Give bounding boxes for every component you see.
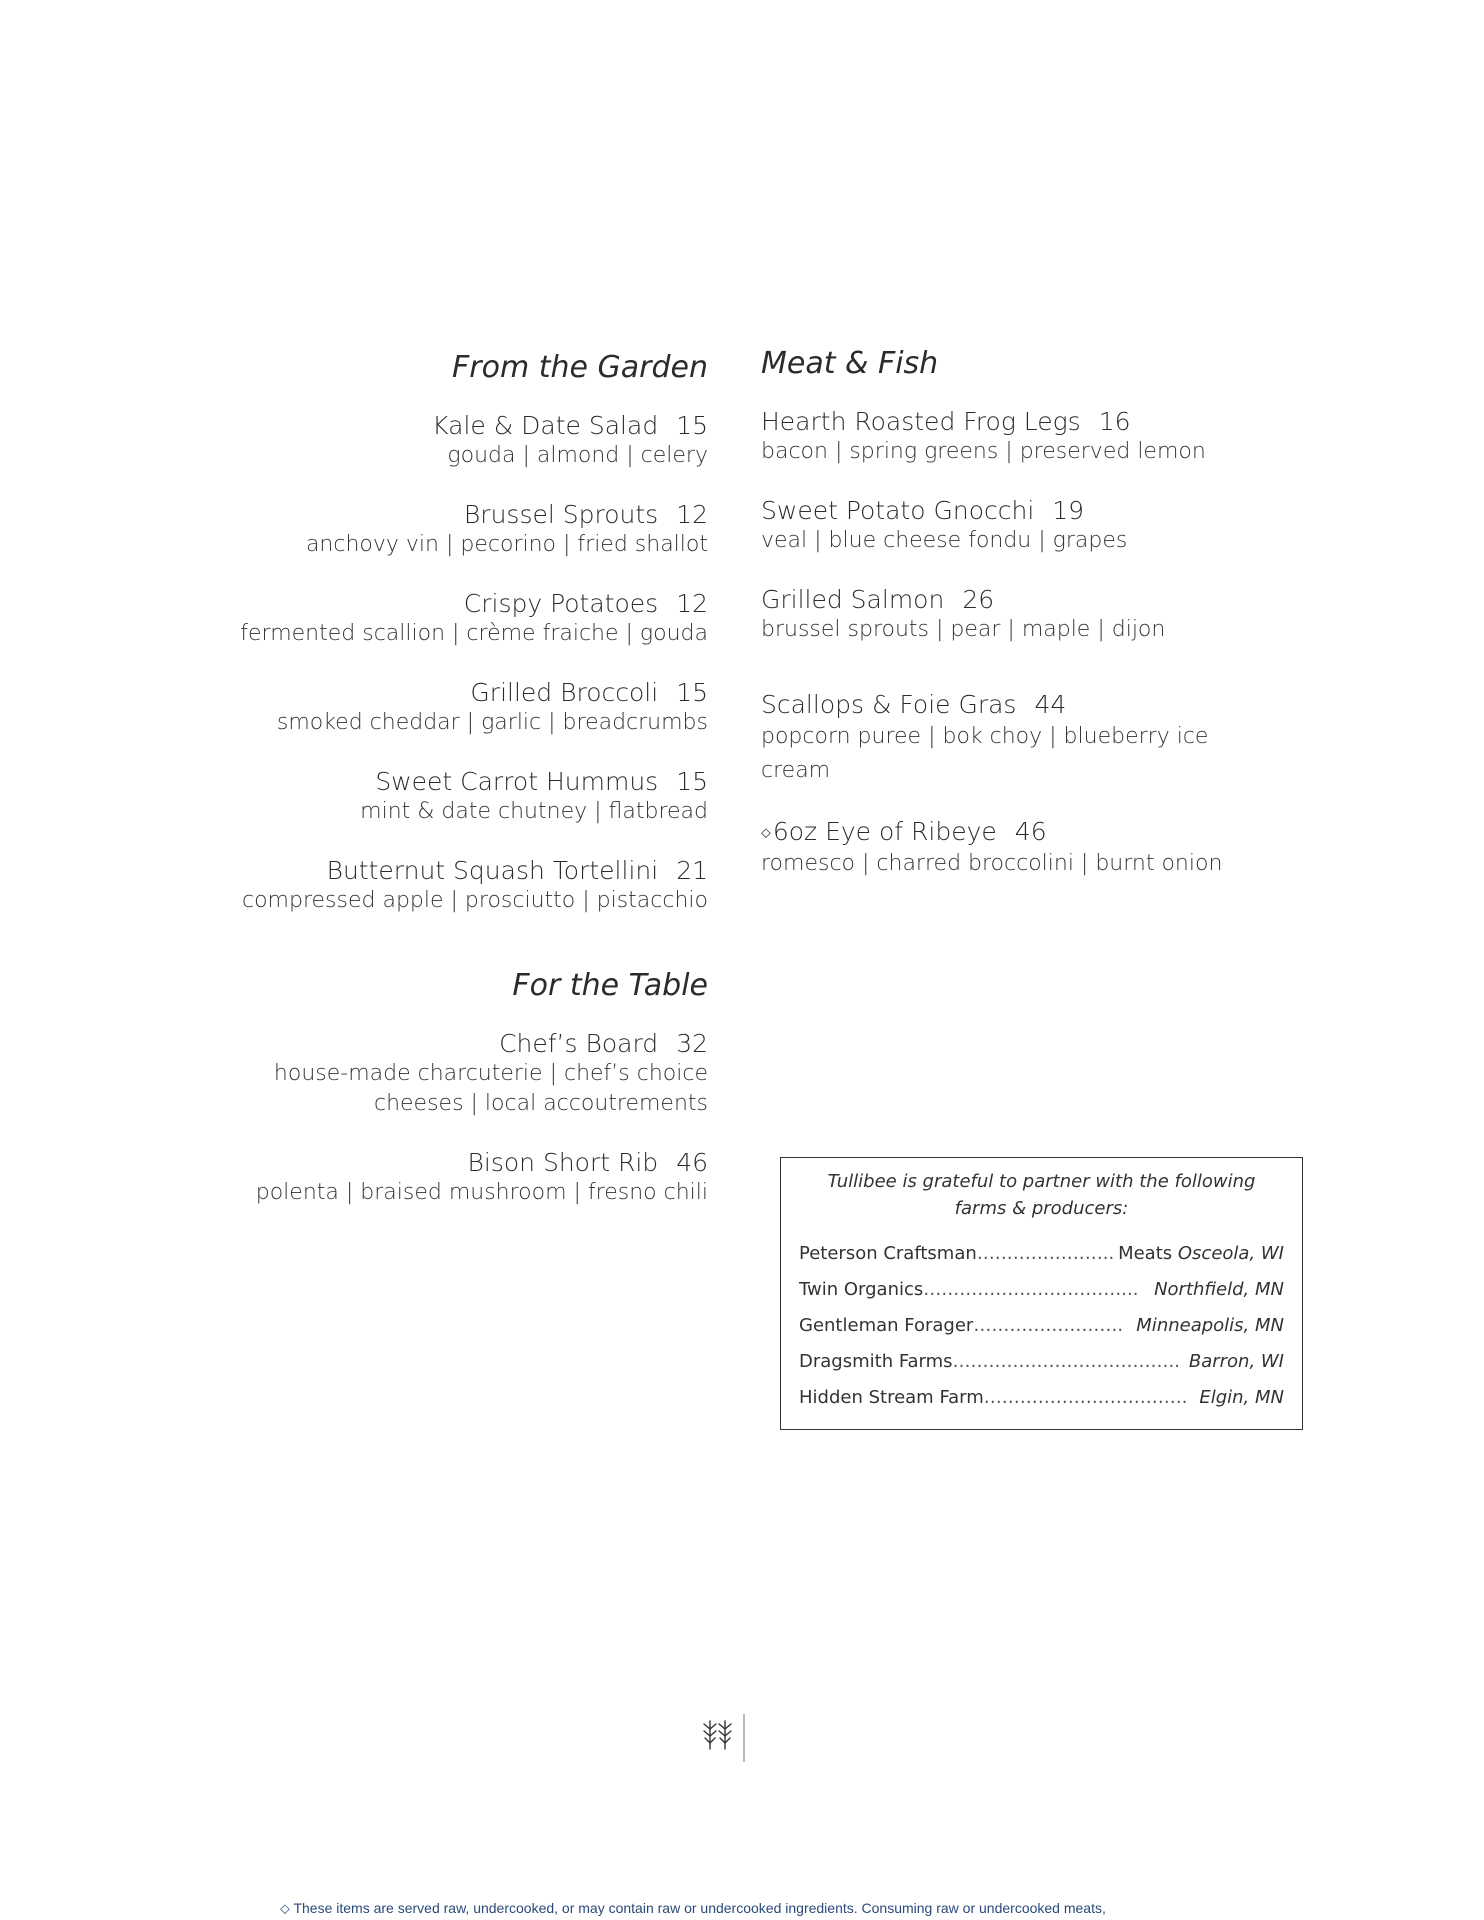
item-price: 15 <box>676 767 708 796</box>
item-name: Chef’s Board <box>499 1029 659 1058</box>
item-price: 12 <box>676 589 708 618</box>
item-description: polenta | braised mushroom | fresno chili <box>255 1180 708 1205</box>
partner-row <box>799 1380 1284 1416</box>
item-name: Grilled Salmon <box>761 585 945 614</box>
partner-name: Gentleman Forager <box>799 1315 974 1336</box>
menu-item <box>148 766 708 827</box>
item-name: Kale & Date Salad <box>432 411 659 440</box>
menu-item <box>761 816 1241 879</box>
menu-item <box>761 584 1241 645</box>
item-name: Hearth Roasted Frog Legs <box>761 407 1081 436</box>
item-description: house-made charcuterie | chef’s choice <box>273 1061 708 1086</box>
dot-leader: ……………………. <box>973 1315 1124 1336</box>
menu-item <box>148 855 708 916</box>
item-description: gouda | almond | celery <box>447 443 708 468</box>
partner-name: Peterson Craftsman <box>799 1243 977 1264</box>
partner-location: Barron, WI <box>1188 1351 1284 1372</box>
partner-name: Dragsmith Farms <box>799 1351 953 1372</box>
item-name: Sweet Potato Gnocchi <box>761 496 1035 525</box>
right-menu-column <box>761 346 1241 907</box>
item-description: romesco | charred broccolini | burnt onion <box>761 850 1223 876</box>
item-name: Brussel Sprouts <box>463 500 659 529</box>
menu-item <box>761 689 1241 788</box>
item-price: 15 <box>676 678 708 707</box>
raw-indicator-icon: ⬦ <box>761 824 771 841</box>
partner-row <box>799 1236 1284 1272</box>
item-name: Crispy Potatoes <box>463 589 659 618</box>
section-title-garden: From the Garden <box>452 350 708 385</box>
item-description: mint & date chutney | flatbread <box>360 799 708 824</box>
dot-leader: ………………….. <box>976 1243 1115 1264</box>
partner-name: Twin Organics <box>799 1279 924 1300</box>
partner-location: Elgin, MN <box>1199 1387 1284 1408</box>
item-description: smoked cheddar | garlic | breadcrumbs <box>276 710 708 735</box>
item-description: fermented scallion | crème fraiche | gouda <box>240 621 708 646</box>
menu-item <box>148 588 708 649</box>
item-description: cream <box>761 758 831 783</box>
raw-indicator-icon: ⬦ <box>280 1900 290 1916</box>
item-description: compressed apple | prosciutto | pistacchio <box>242 888 708 913</box>
partner-location: Osceola, WI <box>1177 1243 1284 1264</box>
item-price: 21 <box>676 856 708 885</box>
raw-food-disclaimer <box>280 1900 1240 1917</box>
item-description: popcorn puree | bok choy | blueberry ice <box>761 724 1209 749</box>
partner-location: Northfield, MN <box>1154 1279 1284 1300</box>
menu-item <box>148 1028 708 1119</box>
item-price: 46 <box>676 1148 708 1177</box>
dot-leader: ……………………………... <box>923 1279 1139 1300</box>
menu-item <box>148 499 708 560</box>
item-price: 44 <box>1034 690 1067 719</box>
item-description: veal | blue cheese fondu | grapes <box>761 528 1128 553</box>
menu-item <box>761 495 1241 556</box>
item-price: 19 <box>1052 496 1085 525</box>
menu-item <box>148 410 708 471</box>
dot-leader: ……………………………….. <box>952 1351 1180 1372</box>
item-name: 6oz Eye of Ribeye <box>772 817 997 846</box>
menu-item <box>148 677 708 738</box>
partner-row <box>799 1272 1284 1308</box>
item-price: 46 <box>1014 817 1047 846</box>
item-description: anchovy vin | pecorino | fried shallot <box>305 532 708 557</box>
tullibee-logo-icon <box>700 1713 748 1763</box>
left-menu-column <box>148 350 708 1236</box>
item-description: brussel sprouts | pear | maple | dijon <box>761 617 1166 642</box>
menu-item <box>761 406 1241 467</box>
section-title-table: For the Table <box>512 968 708 1003</box>
dot-leader: ……………………………. <box>983 1387 1188 1408</box>
item-price: 12 <box>676 500 708 529</box>
item-description: cheeses | local accoutrements <box>373 1091 708 1116</box>
partners-intro: Tullibee is grateful to partner with the following farms & producers: <box>827 1171 1256 1219</box>
item-name: Scallops & Foie Gras <box>761 690 1017 719</box>
item-name: Butternut Squash Tortellini <box>326 856 659 885</box>
item-name: Sweet Carrot Hummus <box>375 767 659 796</box>
menu-item <box>148 1147 708 1208</box>
item-description: bacon | spring greens | preserved lemon <box>761 439 1206 464</box>
partner-location: Minneapolis, MN <box>1136 1315 1284 1336</box>
partner-row <box>799 1308 1284 1344</box>
item-name: Grilled Broccoli <box>470 678 659 707</box>
item-price: 32 <box>676 1029 708 1058</box>
item-name: Bison Short Rib <box>467 1148 659 1177</box>
partners-box <box>780 1157 1303 1430</box>
section-title-meat-fish: Meat & Fish <box>761 346 939 381</box>
partner-name: Hidden Stream Farm <box>799 1387 984 1408</box>
item-price: 26 <box>962 585 995 614</box>
item-price: 16 <box>1098 407 1131 436</box>
disclaimer-text: These items are served raw, undercooked, or may contain raw or undercooked ingredients. Consuming raw or undercooked meats, <box>293 1900 1106 1916</box>
partner-row <box>799 1344 1284 1380</box>
item-price: 15 <box>676 411 708 440</box>
partner-category: Meats <box>1118 1243 1178 1264</box>
